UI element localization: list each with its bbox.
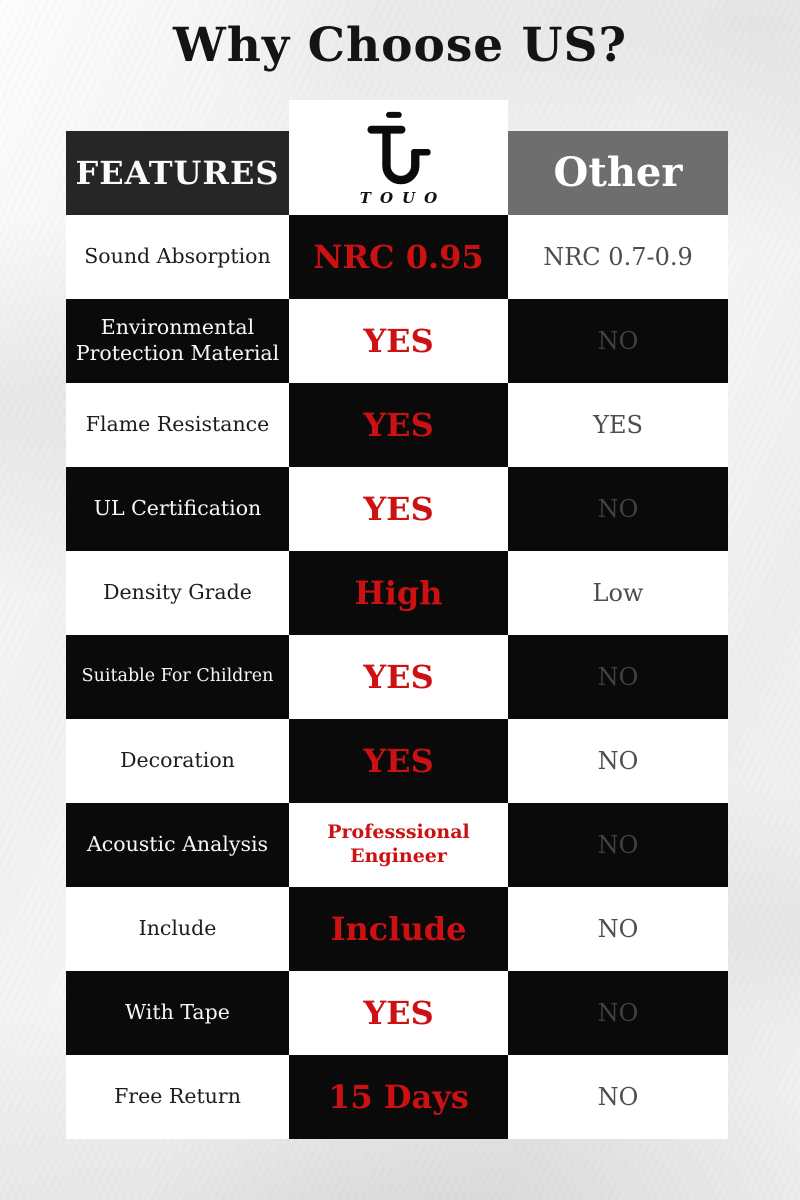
brand-logo-panel [289, 100, 508, 215]
brand-value-cell: High [289, 551, 508, 635]
other-value-cell: NO [508, 635, 728, 719]
feature-cell: Sound Absorption [66, 215, 289, 299]
brand-value-cell: YES [289, 971, 508, 1055]
brand-value-cell: Professsional Engineer [289, 803, 508, 887]
column-header-features: FEATURES [66, 131, 289, 215]
comparison-table [66, 131, 728, 1139]
other-value-cell: NO [508, 1055, 728, 1139]
column-header-other: Other [508, 131, 728, 215]
brand-value-cell: Include [289, 887, 508, 971]
feature-cell: Acoustic Analysis [66, 803, 289, 887]
brand-value-cell: 15 Days [289, 1055, 508, 1139]
feature-cell: UL Certification [66, 467, 289, 551]
page-title: Why Choose US? [172, 18, 628, 73]
other-value-cell: NO [508, 719, 728, 803]
other-value-cell: NO [508, 299, 728, 383]
feature-cell: Environmental Protection Material [66, 299, 289, 383]
brand-value-cell: YES [289, 719, 508, 803]
feature-cell: Include [66, 887, 289, 971]
feature-cell: Density Grade [66, 551, 289, 635]
brand-value-cell: YES [289, 383, 508, 467]
column-header-brand [289, 131, 508, 215]
feature-cell: Decoration [66, 719, 289, 803]
feature-cell: Free Return [66, 1055, 289, 1139]
brand-value-cell: YES [289, 299, 508, 383]
other-value-cell: NO [508, 887, 728, 971]
other-value-cell: YES [508, 383, 728, 467]
feature-cell: Suitable For Children [66, 635, 289, 719]
touo-logo-icon [358, 110, 440, 188]
brand-value-cell: NRC 0.95 [289, 215, 508, 299]
other-value-cell: NO [508, 971, 728, 1055]
other-value-cell: Low [508, 551, 728, 635]
feature-cell: With Tape [66, 971, 289, 1055]
other-value-cell: NO [508, 803, 728, 887]
brand-name: TOUO [359, 189, 447, 208]
other-value-cell: NRC 0.7-0.9 [508, 215, 728, 299]
brand-value-cell: YES [289, 635, 508, 719]
feature-cell: Flame Resistance [66, 383, 289, 467]
other-value-cell: NO [508, 467, 728, 551]
brand-value-cell: YES [289, 467, 508, 551]
